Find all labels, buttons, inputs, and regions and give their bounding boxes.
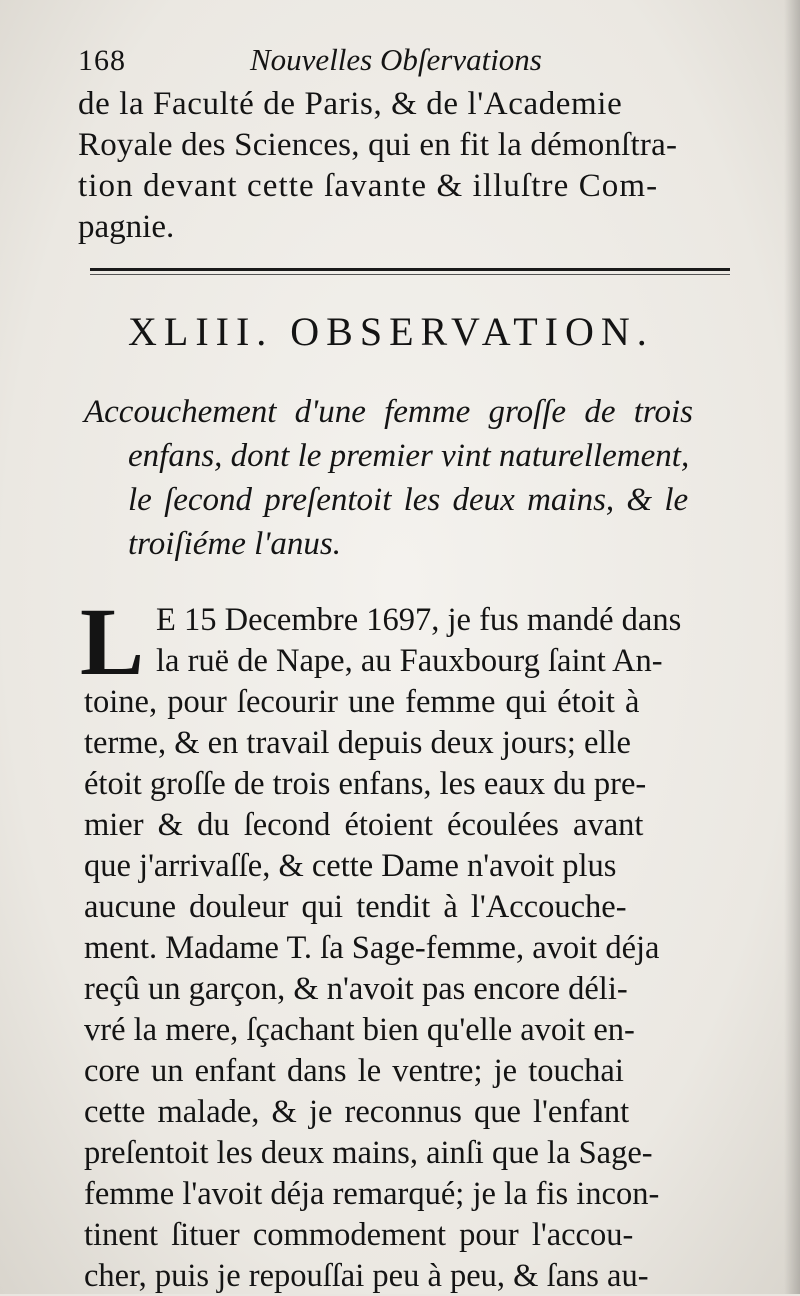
subtitle-line: le ſecond preſentoit les deux mains, & le <box>128 482 689 518</box>
body-line: cher, puis je repouſſai peu à peu, & ſans au- <box>84 1258 649 1294</box>
body-line: femme l'avoit déja remarqué; je la fis incon- <box>84 1176 660 1212</box>
body-line: ment. Madame T. ſa Sage-femme, avoit déja <box>84 930 660 966</box>
body-line: tinent ſituer commodement pour l'accou- <box>84 1217 634 1253</box>
body-line: étoit groſſe de trois enfans, les eaux du pre- <box>84 766 647 802</box>
observation-title: XLIII. OBSERVATION. <box>128 309 654 354</box>
body-line: que j'arrivaſſe, & cette Dame n'avoit plus <box>84 848 617 884</box>
intro-line: Royale des Sciences, qui en fit la démonſtra- <box>78 127 678 163</box>
running-title: Nouvelles Obſervations <box>250 42 542 77</box>
body-line: vré la mere, ſçachant bien qu'elle avoit en- <box>84 1012 635 1048</box>
intro-line: tion devant cette ſavante & illuſtre Com- <box>78 168 659 204</box>
subtitle-line: troiſiéme l'anus. <box>128 526 341 562</box>
body-line: preſentoit les deux mains, ainſi que la Sage- <box>84 1135 653 1171</box>
page-edge-shadow <box>784 0 800 1294</box>
subtitle-line: enfans, dont le premier vint naturellement, <box>128 438 690 474</box>
body-line: mier & du ſecond étoient écoulées avant <box>84 807 644 843</box>
page-number: 168 <box>78 44 126 77</box>
intro-line: de la Faculté de Paris, & de l'Academie <box>78 86 623 122</box>
body-line: reçû un garçon, & n'avoit pas encore déli- <box>84 971 628 1007</box>
body-line: terme, & en travail depuis deux jours; elle <box>84 725 631 761</box>
body-line: toine, pour ſecourir une femme qui étoit à <box>84 684 640 720</box>
body-line: core un enfant dans le ventre; je touchai <box>84 1053 624 1089</box>
body-line: aucune douleur qui tendit à l'Accouche- <box>84 889 627 925</box>
section-rule <box>90 268 730 271</box>
body-line: la ruë de Nape, au Fauxbourg ſaint An- <box>156 643 663 679</box>
page-header <box>78 38 718 86</box>
drop-cap: L <box>80 588 145 695</box>
body-line: cette malade, & je reconnus que l'enfant <box>84 1094 630 1130</box>
body-line: E 15 Decembre 1697, je fus mandé dans <box>156 602 682 638</box>
intro-line: pagnie. <box>78 209 175 245</box>
section-rule-thin <box>90 274 730 275</box>
subtitle-line: Accouchement d'une femme groſſe de trois <box>84 394 694 430</box>
